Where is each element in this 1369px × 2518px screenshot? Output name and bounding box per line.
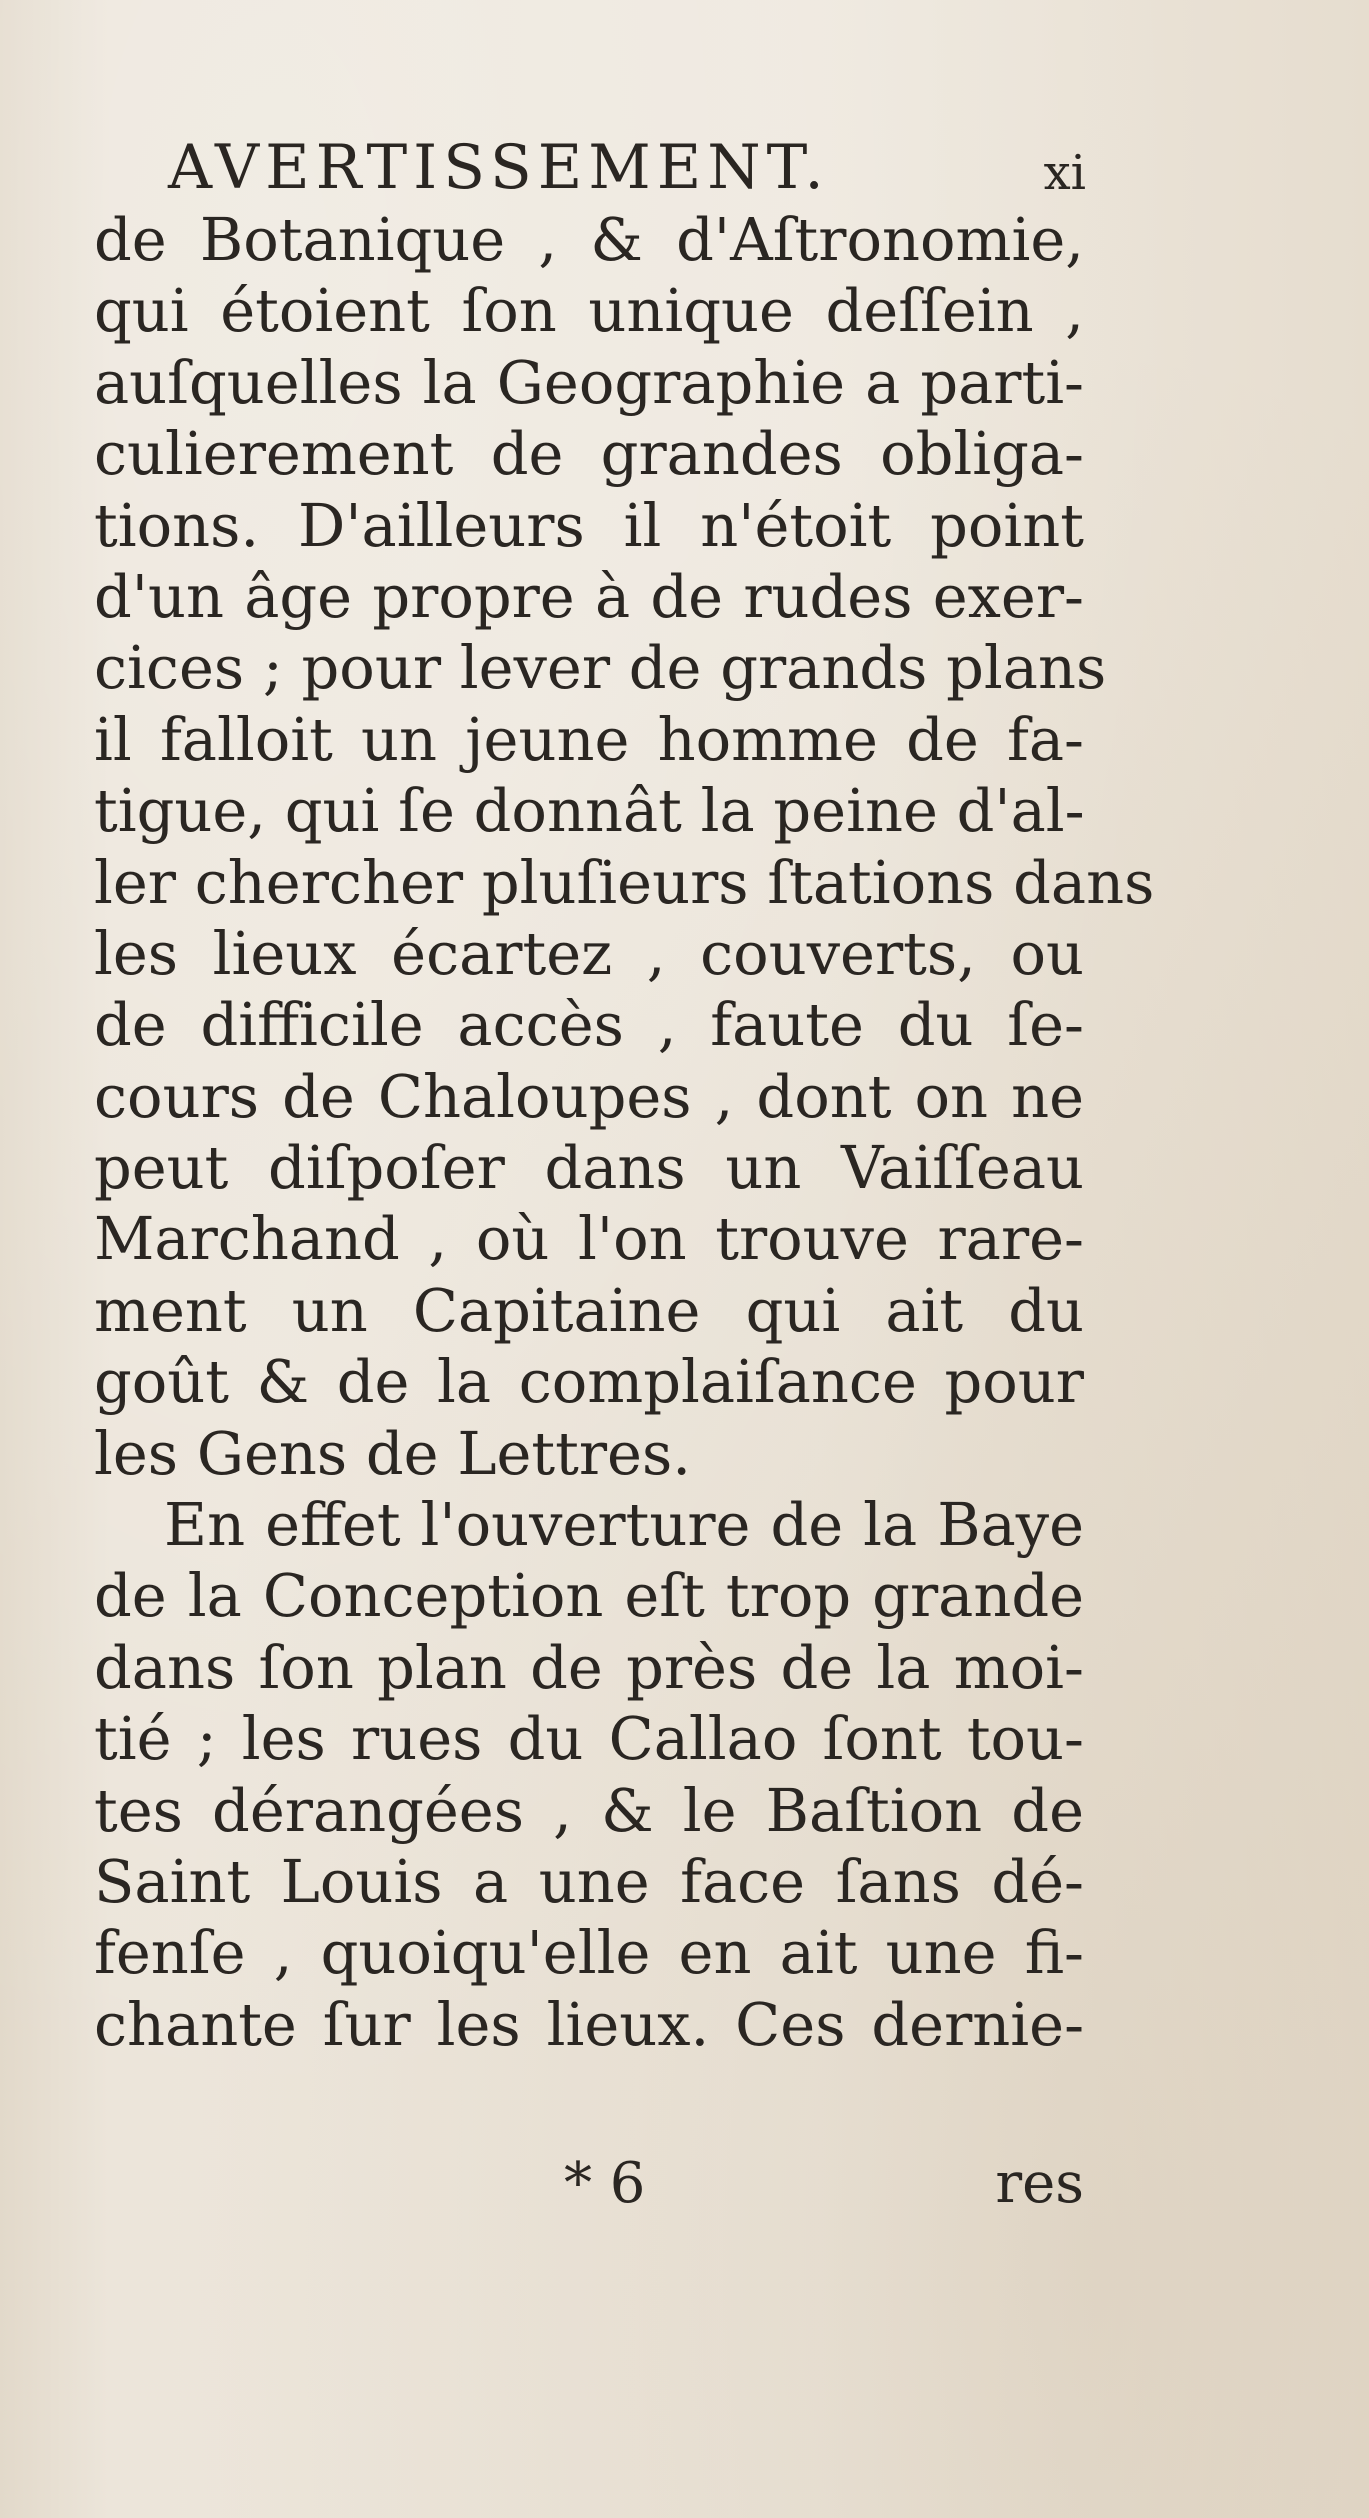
text-line: cours de Chaloupes , dont on ne	[94, 1061, 1084, 1131]
text-line: Marchand , où l'on trouve rare-	[94, 1204, 1084, 1274]
text-line: les lieux écartez , couverts, ou	[94, 918, 1084, 988]
text-line: dans ſon plan de près de la moi-	[94, 1632, 1084, 1702]
text-line: Saint Louis a une face ſans dé-	[94, 1846, 1084, 1916]
text-line: tes dérangées , & le Baſtion de	[94, 1775, 1084, 1845]
text-line: tions. D'ailleurs il n'étoit point	[94, 490, 1084, 560]
page-folio: xi	[1043, 145, 1086, 201]
text-line: fenſe , quoiqu'elle en ait une fi-	[94, 1918, 1084, 1988]
catchword: res	[995, 2151, 1084, 2216]
text-line: de Botanique , & d'Aſtronomie,	[94, 205, 1084, 274]
text-line: cices ; pour lever de grands plans	[94, 633, 1107, 703]
text-line: peut diſpoſer dans un Vaiſſeau	[94, 1133, 1084, 1203]
page-footer	[94, 2148, 1084, 2220]
text-line-paragraph-start: En effet l'ouverture de la Baye	[164, 1490, 1084, 1560]
text-line: de difficile accès , faute du ſe-	[94, 990, 1084, 1060]
signature-mark: * 6	[564, 2151, 646, 2216]
text-line: ment un Capitaine qui ait du	[94, 1275, 1084, 1345]
text-line: tié ; les rues du Callao ſont tou-	[94, 1704, 1084, 1774]
text-line: chante ſur les lieux. Ces dernie-	[94, 1989, 1084, 2059]
running-head-title: AVERTISSEMENT.	[168, 132, 830, 203]
body-text	[94, 204, 1155, 2060]
text-line: il falloit un jeune homme de fa-	[94, 704, 1084, 774]
text-line: goût & de la complaiſance pour	[94, 1347, 1084, 1417]
text-line: d'un âge propre à de rudes exer-	[94, 561, 1084, 631]
running-head	[136, 128, 1086, 208]
text-line: de la Conception eſt trop grande	[94, 1561, 1084, 1631]
text-line: culierement de grandes obliga-	[94, 419, 1084, 489]
text-line: tigue, qui ſe donnât la peine d'al-	[94, 776, 1085, 846]
text-line: auſquelles la Geographie a parti-	[94, 347, 1084, 417]
text-line-paragraph-end: les Gens de Lettres.	[94, 1418, 692, 1488]
text-line: qui étoient ſon unique deſſein ,	[94, 276, 1084, 346]
text-line: ler chercher pluſieurs ſtations dans	[94, 847, 1155, 917]
